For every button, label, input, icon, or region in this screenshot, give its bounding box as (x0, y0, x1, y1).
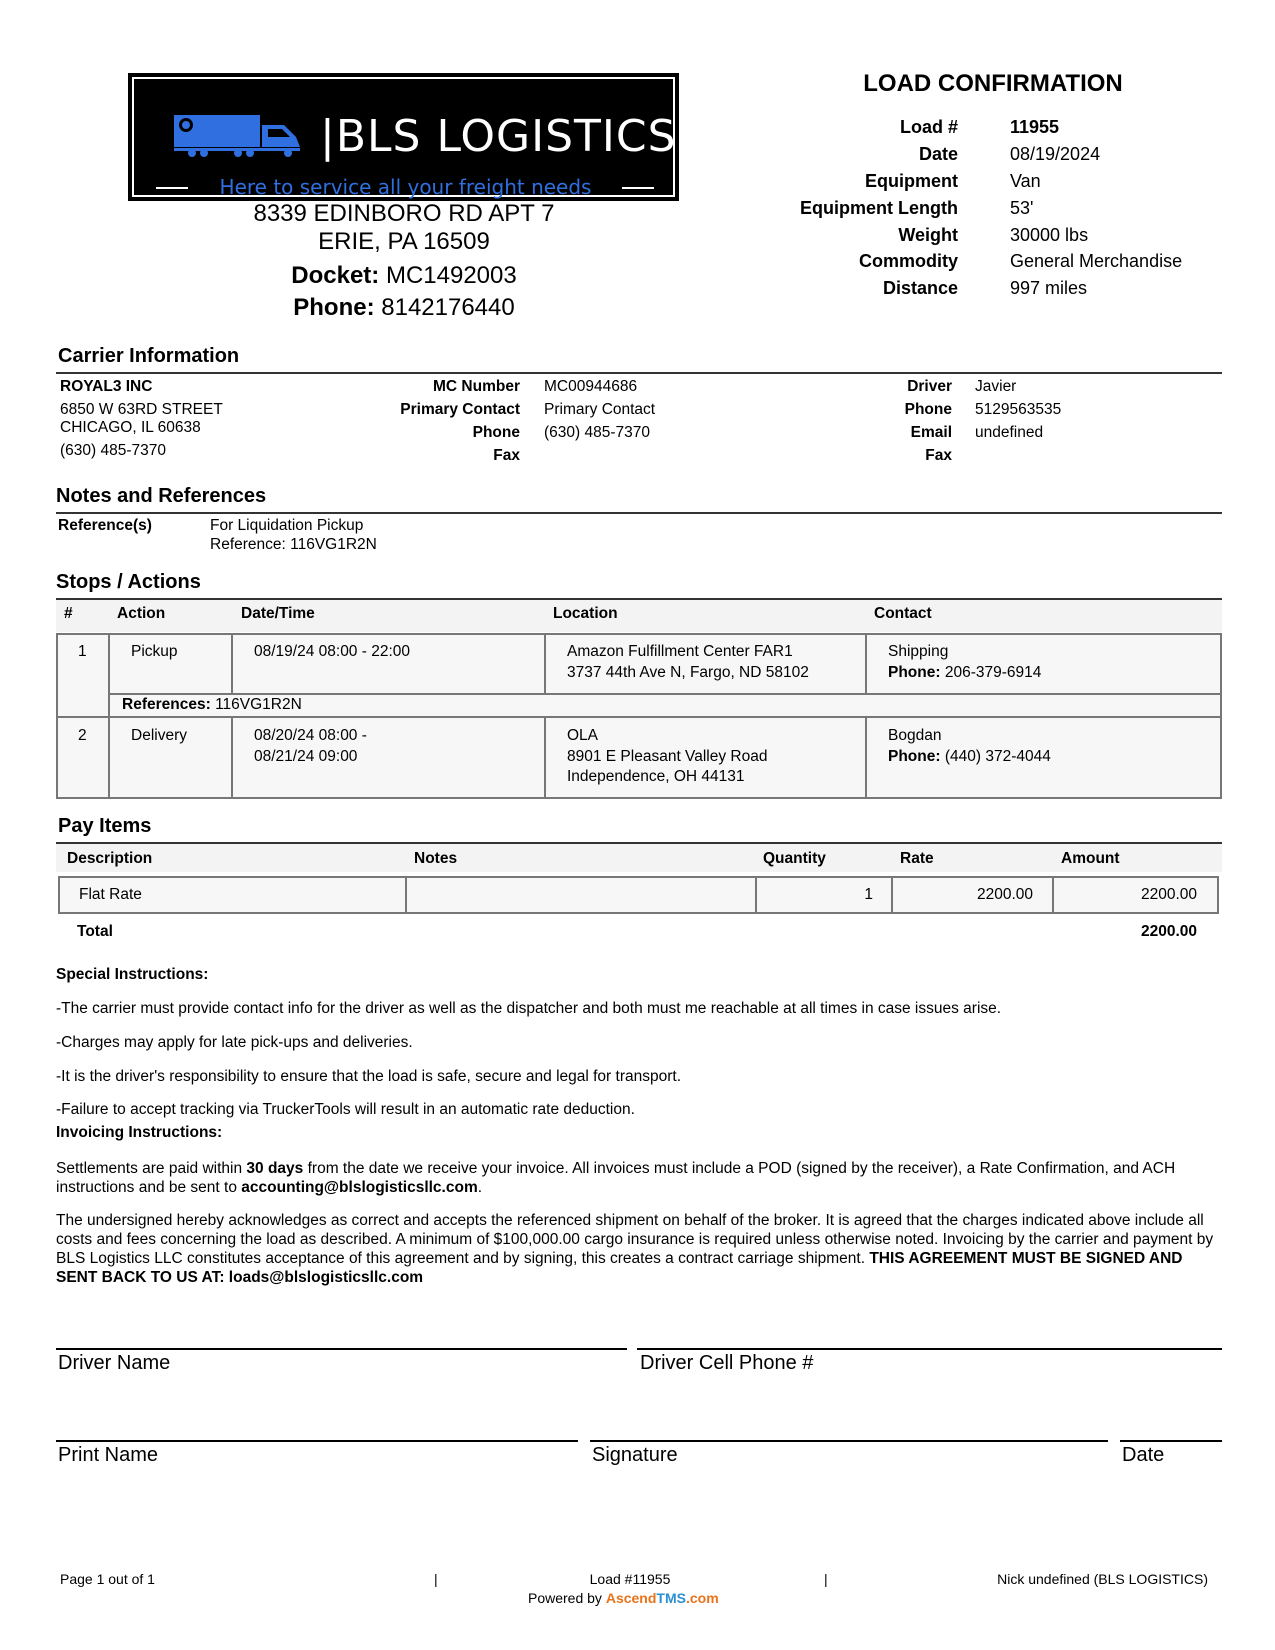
equipment-length-value: 53' (1010, 198, 1034, 218)
driver-name-label: Driver Name (58, 1352, 171, 1374)
agreement-paragraph (56, 1211, 1216, 1287)
docket-label: Docket: (291, 262, 380, 289)
special-instruction-4: -Failure to accept tracking via TruckerTools will result in an automatic rate deduction. (56, 1101, 635, 1118)
stop-2-phone-label: Phone: (888, 748, 941, 765)
driver-label: Driver (907, 378, 952, 395)
stop-2-location-street: 8901 E Pleasant Valley Road (567, 748, 768, 765)
carrier-street: 6850 W 63RD STREET (60, 401, 223, 418)
company-address-line2: ERIE, PA 16509 (318, 228, 490, 255)
stops-col-action: Action (117, 605, 166, 622)
primary-contact-label: Primary Contact (400, 401, 520, 418)
tagline-divider-right (622, 187, 654, 189)
company-logo (128, 73, 679, 201)
driver-cell-label: Driver Cell Phone # (640, 1352, 814, 1374)
load-number-label: Load # (899, 117, 958, 137)
mc-number-label: MC Number (433, 378, 520, 395)
stop-1-references (122, 696, 302, 714)
stop-2-phone-value: (440) 372-4044 (944, 748, 1051, 765)
references-label: Reference(s) (58, 517, 152, 534)
pay-col-description: Description (67, 850, 153, 867)
stop-1-references-label: References: (122, 696, 211, 713)
date-label: Date (1122, 1444, 1165, 1466)
docket-value: MC1492003 (385, 262, 517, 289)
footer-user: Nick undefined (BLS LOGISTICS) (997, 1571, 1208, 1587)
carrier-info-rule (56, 372, 1222, 374)
pay-total-value: 2200.00 (1140, 923, 1197, 940)
carrier-name: ROYAL3 INC (60, 378, 153, 395)
stop-2-phone (888, 748, 1051, 766)
driver-phone-value: 5129563535 (975, 401, 1062, 418)
stop-2-action: Delivery (131, 727, 187, 744)
invoicing-paragraph (56, 1159, 1216, 1197)
reference-line2: Reference: 116VG1R2N (210, 536, 377, 553)
powered-by-label: Powered by (528, 1590, 606, 1606)
special-instruction-1: -The carrier must provide contact info for the driver as well as the dispatcher and both must me reachable at all times in case issues arise. (56, 1000, 1002, 1017)
print-name-line[interactable] (56, 1440, 578, 1442)
print-name-label: Print Name (58, 1444, 159, 1466)
company-phone-value: 8142176440 (381, 294, 515, 321)
pay-divider (891, 876, 893, 914)
stops-divider (231, 633, 233, 695)
stop-1-action: Pickup (131, 643, 178, 660)
stop-2-location-city: Independence, OH 44131 (567, 768, 745, 785)
powered-by (528, 1590, 719, 1606)
stops-divider (865, 633, 867, 695)
company-address-line1: 8339 EDINBORO RD APT 7 (253, 200, 555, 227)
notes-rule (56, 512, 1222, 514)
invoicing-instructions-heading: Invoicing Instructions: (56, 1124, 223, 1141)
notes-heading: Notes and References (56, 485, 267, 507)
company-phone (204, 294, 604, 322)
stop-1-phone (888, 664, 1041, 682)
stop-2-datetime-start: 08/20/24 08:00 - (254, 727, 367, 744)
weight-label: Weight (898, 225, 958, 245)
pay-description: Flat Rate (79, 886, 142, 903)
stop-1-datetime: 08/19/24 08:00 - 22:00 (254, 643, 410, 660)
logo-title: |BLS LOGISTICS (320, 111, 677, 162)
stop-2-contact: Bogdan (888, 727, 942, 744)
footer-separator: | (434, 1571, 438, 1587)
stops-col-location: Location (553, 605, 618, 622)
pay-amount: 2200.00 (1140, 886, 1197, 903)
load-confirmation-title: LOAD CONFIRMATION (863, 70, 1123, 97)
carrier-info-heading: Carrier Information (58, 345, 240, 367)
carrier-phone: (630) 485-7370 (60, 442, 166, 459)
mc-number-value: MC00944686 (544, 378, 638, 395)
reference-line1: For Liquidation Pickup (210, 517, 364, 534)
special-instructions-heading: Special Instructions: (56, 966, 209, 983)
invoicing-text-e: . (477, 1179, 483, 1196)
stops-col-datetime: Date/Time (241, 605, 315, 622)
pay-quantity: 1 (864, 886, 873, 903)
carrier-city: CHICAGO, IL 60638 (60, 419, 201, 436)
stop-1-phone-label: Phone: (888, 664, 941, 681)
special-instruction-2: -Charges may apply for late pick-ups and deliveries. (56, 1034, 413, 1051)
distance-label: Distance (882, 278, 958, 298)
accounting-email: accounting@blslogisticsllc.com (241, 1179, 478, 1196)
pay-divider (1052, 876, 1054, 914)
agreement-text: The undersigned hereby acknowledges as correct and accepts the referenced shipment on behalf of the broker. It is agreed that the charges indicated above include all costs and fees concerning the load as described. A minimum of $100,000.00 cargo insurance is required unless otherwise noted. Invoicing by the carrier and payment by BLS Logistics LLC constitutes acceptance of this agreement and by signing, this creates a contract carriage shipment. (56, 1212, 1214, 1267)
stops-heading: Stops / Actions (56, 571, 201, 593)
stop-1-references-value: 116VG1R2N (215, 696, 302, 713)
driver-name-line[interactable] (56, 1348, 627, 1350)
driver-cell-line[interactable] (637, 1348, 1222, 1350)
stops-divider (108, 693, 1222, 695)
pay-items-row (58, 876, 1219, 914)
equipment-label: Equipment (865, 171, 958, 191)
stop-1-number: 1 (78, 643, 87, 660)
distance-value: 997 miles (1010, 278, 1088, 298)
driver-phone-label: Phone (904, 401, 952, 418)
signature-label: Signature (592, 1444, 678, 1466)
footer-separator: | (824, 1571, 828, 1587)
stops-divider (544, 633, 546, 695)
ascendtms-link-tms[interactable]: TMS (656, 1590, 686, 1606)
pay-rate: 2200.00 (976, 886, 1033, 903)
footer-load: Load #11955 (589, 1571, 671, 1587)
signature-line[interactable] (590, 1440, 1108, 1442)
pay-total-label: Total (77, 923, 113, 940)
weight-value: 30000 lbs (1010, 225, 1089, 245)
driver-fax-label: Fax (925, 447, 952, 464)
stop-1-phone-value: 206-379-6914 (944, 664, 1042, 681)
load-number-value: 11955 (1010, 117, 1060, 137)
stops-col-num: # (64, 605, 73, 622)
ascendtms-link-com[interactable]: .com (685, 1590, 719, 1606)
stop-1-location-address: 3737 44th Ave N, Fargo, ND 58102 (567, 664, 809, 681)
invoicing-text-a: Settlements are paid within (56, 1160, 247, 1177)
invoicing-days: 30 days (246, 1160, 304, 1177)
truck-icon (172, 111, 312, 159)
pay-col-amount: Amount (1061, 850, 1120, 867)
commodity-value: General Merchandise (1010, 251, 1183, 271)
ascendtms-link-ascend[interactable]: Ascend (605, 1590, 657, 1606)
stop-1-contact: Shipping (888, 643, 949, 660)
stops-divider (231, 716, 233, 799)
stops-header-row (56, 600, 1222, 632)
date-line[interactable] (1120, 1440, 1222, 1442)
pay-items-header-row (56, 844, 1222, 872)
carrier-contact-phone-label: Phone (472, 424, 520, 441)
stop-2-number: 2 (78, 727, 87, 744)
agreement-notice: THIS AGREEMENT MUST BE SIGNED AND SENT BACK TO US AT: loads@blslogisticsllc.com (56, 1250, 1183, 1286)
footer-page: Page 1 out of 1 (60, 1571, 155, 1587)
stops-divider (865, 716, 867, 799)
pay-divider (755, 876, 757, 914)
pay-col-quantity: Quantity (763, 850, 826, 867)
carrier-fax-label: Fax (493, 447, 520, 464)
pay-divider (405, 876, 407, 914)
commodity-label: Commodity (859, 251, 958, 271)
primary-contact-value: Primary Contact (544, 401, 656, 418)
stop-1-location-name: Amazon Fulfillment Center FAR1 (567, 643, 793, 660)
company-phone-label: Phone: (293, 294, 375, 321)
stop-2-datetime-end: 08/21/24 09:00 (254, 748, 358, 765)
logo-tagline: Here to service all your freight needs (219, 175, 592, 199)
equipment-value: Van (1010, 171, 1041, 191)
stops-col-contact: Contact (874, 605, 932, 622)
driver-value: Javier (975, 378, 1017, 395)
carrier-contact-phone-value: (630) 485-7370 (544, 424, 650, 441)
stop-2-location-name: OLA (567, 727, 599, 744)
special-instruction-3: -It is the driver's responsibility to ensure that the load is safe, secure and legal for transport. (56, 1068, 681, 1085)
invoicing-text-c: from the date we receive your invoice. All invoices must include a POD (signed by the receiver), a Rate Confirmation, and ACH instructions and be sent to (56, 1160, 1176, 1196)
stops-divider (544, 716, 546, 799)
load-date-value: 08/19/2024 (1010, 144, 1101, 164)
equipment-length-label: Equipment Length (800, 198, 958, 218)
load-date-label: Date (918, 144, 958, 164)
company-docket (204, 262, 604, 290)
pay-items-heading: Pay Items (58, 815, 152, 837)
pay-col-notes: Notes (414, 850, 458, 867)
driver-email-value: undefined (975, 424, 1044, 441)
pay-col-rate: Rate (900, 850, 934, 867)
driver-email-label: Email (910, 424, 952, 441)
